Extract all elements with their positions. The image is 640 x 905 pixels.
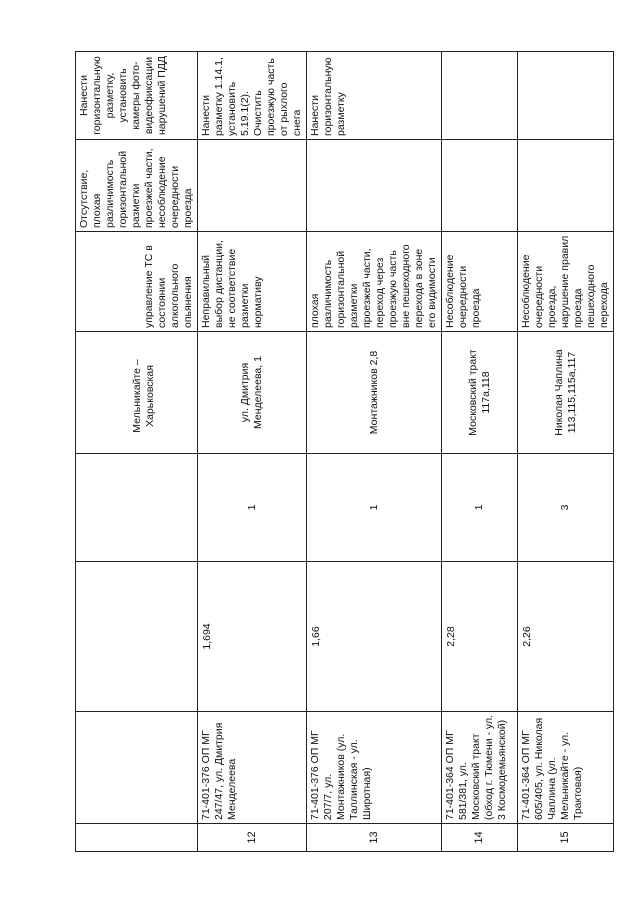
section-length: 2,26: [518, 562, 614, 712]
row-number: 12: [198, 824, 307, 852]
hazard-description: Несоблюдение очередности проезда, нарушение правил проезда пешеходного перехода: [518, 232, 614, 332]
row-number: 14: [442, 824, 518, 852]
row-number: 15: [518, 824, 614, 852]
accident-count: 1: [442, 454, 518, 562]
road-section: 71-401-376 ОП МГ 247/47, ул. Дмитрия Менделеева: [198, 712, 307, 824]
section-length: [76, 562, 198, 712]
road-section: 71-401-364 ОП МГ 605/405, ул. Николая Чаплина (ул. Мельникайте - ул. Трактовая): [518, 712, 614, 824]
hazard-description: управление ТС в состоянии алкогольного опьянения: [76, 232, 198, 332]
section-length: 1,694: [198, 562, 307, 712]
road-section: 71-401-364 ОП МГ 581/381, ул. Московский тракт (обход г. Тюмени - ул. 3 Космодемьянской): [442, 712, 518, 824]
measures-description: Нанести горизонтальную разметку: [307, 52, 442, 140]
site-address-merged: Мельникайте – Харьковская: [131, 359, 156, 433]
site-address: ул. Дмитрия Менделеева, 1: [198, 332, 307, 454]
measures-description: Нанести горизонтальную разметку, установить камеры фото-видеофиксации нарушений ПДД: [76, 52, 198, 140]
row-number: 13: [307, 824, 442, 852]
site-address: Монтажников 2,8: [307, 332, 442, 454]
cause-description: [307, 140, 442, 232]
rotated-table-sheet: [75, 52, 610, 852]
table-row: [518, 52, 614, 852]
cause-description: [198, 140, 307, 232]
table-row: [198, 52, 307, 852]
accident-count: 1: [307, 454, 442, 562]
table-row: [307, 52, 442, 852]
cause-description: [442, 140, 518, 232]
table-row: [442, 52, 518, 852]
site-address: Московский тракт 117а,118: [442, 332, 518, 454]
road-section: 71-401-376 ОП МГ 207/7, ул. Монтажников (ул. Таллинская - ул. Широтная): [307, 712, 442, 824]
hazard-description: Несоблюдение очередности проезда: [442, 232, 518, 332]
cause-description: Отсутствие, плохая различимость горизонтальной разметки проезжей части, несоблюдение очередности проезда: [76, 140, 198, 232]
accident-count: 1: [198, 454, 307, 562]
measures-description: [518, 52, 614, 140]
accident-count: 3: [518, 454, 614, 562]
hazard-description: плохая различимость горизонтальной разметки проезжей части, переход через проезжую часть вне пешеходного перехода в зоне его видимости: [307, 232, 442, 332]
row-number: [76, 824, 198, 852]
cause-description: [518, 140, 614, 232]
road-section: [76, 712, 198, 824]
section-length: 1,66: [307, 562, 442, 712]
hazard-description: Неправильный выбор дистанции, не соответствие разметки нормативу: [198, 232, 307, 332]
section-length: 2,28: [442, 562, 518, 712]
accident-count: [76, 454, 198, 562]
measures-description: [442, 52, 518, 140]
site-address: Николая Чаплина 113,115,115а,117: [518, 332, 614, 454]
measures-description: Нанести разметку 1.14.1, установить 5.19.1(2). Очистить проезжую часть от рыхлого снега: [198, 52, 307, 140]
